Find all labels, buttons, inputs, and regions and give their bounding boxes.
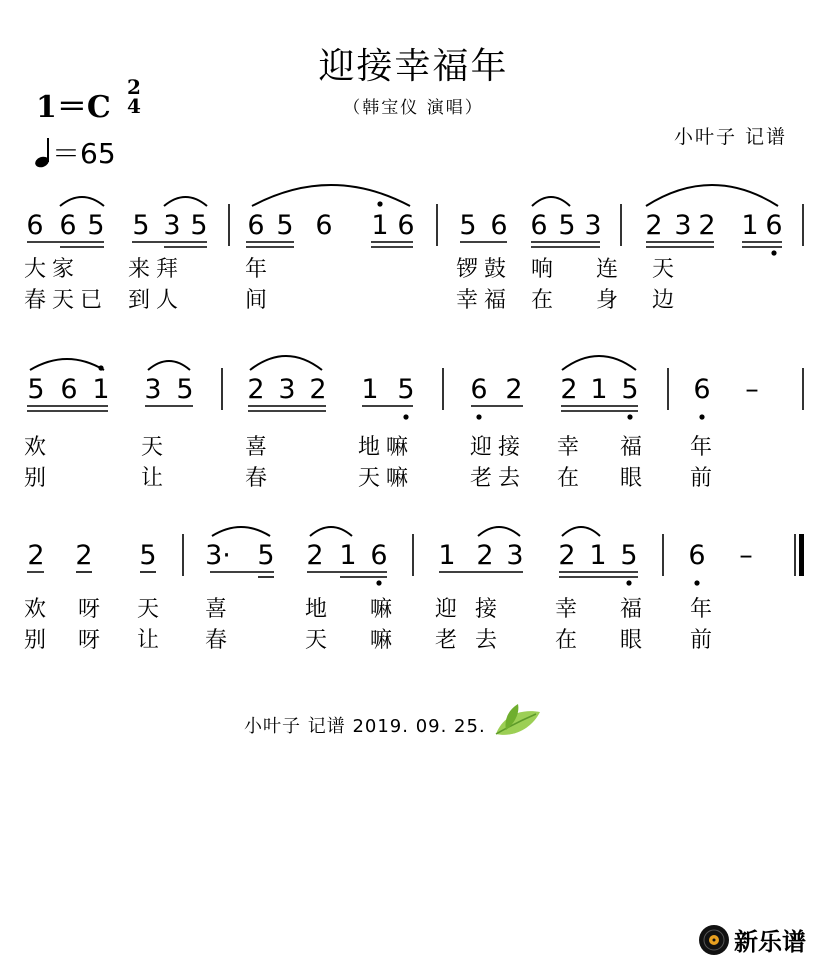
octave-dot-below <box>771 250 776 255</box>
lyric-syllable: 让 <box>141 466 170 491</box>
song-title: 迎接幸福年 <box>318 46 509 87</box>
singer-credit: （韩宝仪 演唱） <box>343 98 484 118</box>
brand-name: 新乐谱 <box>734 928 806 956</box>
slur <box>252 185 410 206</box>
jianpu-note: 5 <box>132 210 150 241</box>
lyric-syllable: 边 <box>652 288 681 313</box>
lyric-syllable: 天 <box>137 597 166 622</box>
jianpu-note: 3 <box>278 374 296 405</box>
key-signature: 1＝C <box>36 90 111 125</box>
time-numerator: 2 <box>127 75 141 99</box>
jianpu-note: 3 <box>163 210 181 241</box>
jianpu-note: 2 <box>247 374 265 405</box>
lyric-syllable: 在 <box>555 628 584 653</box>
octave-dot-below <box>627 414 632 419</box>
jianpu-note: 5 <box>397 374 415 405</box>
jianpu-note: 2 <box>75 540 93 571</box>
octave-dot-below <box>376 580 381 585</box>
vinyl-record-icon <box>698 924 730 956</box>
jianpu-note: 6 <box>315 210 333 241</box>
time-denominator: 4 <box>127 94 141 118</box>
lyric-syllable: 呀 <box>78 597 107 622</box>
slur <box>148 361 190 370</box>
slur <box>562 527 600 536</box>
jianpu-note: 1 <box>92 374 110 405</box>
lyric-syllable: 在 <box>531 288 560 313</box>
lyric-syllable: 呀 <box>78 628 107 653</box>
lyric-syllable: 福 <box>620 435 649 460</box>
lyric-syllable: 嘛 <box>370 597 399 622</box>
octave-dot-below <box>699 414 704 419</box>
octave-dot-below <box>694 580 699 585</box>
lyric-syllable: 让 <box>137 628 166 653</box>
jianpu-note: 5 <box>459 210 477 241</box>
jianpu-note: 6 <box>370 540 388 571</box>
lyric-syllable: 幸 <box>557 435 586 460</box>
lyric-syllable: 欢 <box>24 597 53 622</box>
slur <box>60 197 104 206</box>
jianpu-note: 1 <box>589 540 607 571</box>
slur <box>532 197 570 206</box>
jianpu-note: 5 <box>176 374 194 405</box>
lyric-syllable: 老去 <box>470 466 527 491</box>
slur <box>310 527 352 536</box>
lyric-syllable: 福 <box>620 597 649 622</box>
jianpu-note: 3 <box>584 210 602 241</box>
brand-logo <box>698 922 806 957</box>
jianpu-note: 5 <box>620 540 638 571</box>
lyric-syllable: 眼 <box>620 628 649 653</box>
jianpu-note: 6 <box>26 210 44 241</box>
jianpu-note: 6 <box>490 210 508 241</box>
jianpu-note: 6 <box>530 210 548 241</box>
tempo-value: ＝65 <box>52 137 116 170</box>
lyric-syllable: 到人 <box>128 288 185 313</box>
jianpu-note: 2 <box>27 540 45 571</box>
jianpu-note: 2 <box>560 374 578 405</box>
slur <box>562 356 636 370</box>
lyric-syllable: 接 <box>475 597 504 622</box>
lyric-syllable: 迎接 <box>470 435 527 460</box>
jianpu-note: 5 <box>190 210 208 241</box>
transcriber-credit: 小叶子 记谱 <box>674 126 788 148</box>
lyric-syllable: 喜 <box>245 435 274 460</box>
jianpu-note: 5 <box>87 210 105 241</box>
jianpu-note: – <box>745 374 759 405</box>
lyric-syllable: 间 <box>245 288 274 313</box>
slur <box>250 356 322 370</box>
jianpu-note: 6 <box>470 374 488 405</box>
jianpu-note: 3 <box>144 374 162 405</box>
lyric-syllable: 别 <box>24 466 53 491</box>
lyric-syllable: 天嘛 <box>358 466 415 491</box>
lyric-syllable: 去 <box>475 628 504 653</box>
jianpu-note: 6 <box>59 210 77 241</box>
jianpu-note: 6 <box>247 210 265 241</box>
jianpu-note: 3· <box>205 540 231 571</box>
jianpu-note: – <box>739 540 753 571</box>
jianpu-note: 3 <box>506 540 524 571</box>
slur <box>478 527 520 536</box>
lyric-syllable: 响 <box>531 257 560 282</box>
jianpu-note: 5 <box>276 210 294 241</box>
lyric-syllable: 嘛 <box>370 628 399 653</box>
lyric-syllable: 身 <box>596 288 625 313</box>
final-barline <box>799 534 804 576</box>
lyric-syllable: 锣鼓 <box>456 257 513 282</box>
jianpu-note: 5 <box>621 374 639 405</box>
slur <box>30 359 104 370</box>
lyric-syllable: 前 <box>690 466 719 491</box>
slur <box>212 527 270 536</box>
jianpu-note: 2 <box>558 540 576 571</box>
jianpu-note: 6 <box>688 540 706 571</box>
lyric-syllable: 幸 <box>555 597 584 622</box>
jianpu-note: 1 <box>741 210 759 241</box>
lyric-syllable: 天 <box>141 435 170 460</box>
lyric-syllable: 别 <box>24 628 53 653</box>
lyric-syllable: 老 <box>435 628 464 653</box>
octave-dot-below <box>476 414 481 419</box>
lyric-syllable: 来拜 <box>128 257 185 282</box>
lyric-syllable: 春 <box>205 628 234 653</box>
lyric-syllable: 天 <box>305 628 334 653</box>
octave-dot-above <box>377 201 382 206</box>
lyric-syllable: 年 <box>690 435 719 460</box>
lyric-syllable: 年 <box>690 597 719 622</box>
slur <box>646 185 778 206</box>
jianpu-note: 2 <box>698 210 716 241</box>
jianpu-note: 1 <box>371 210 389 241</box>
jianpu-note: 2 <box>476 540 494 571</box>
lyric-syllable: 迎 <box>435 597 464 622</box>
jianpu-note: 5 <box>558 210 576 241</box>
jianpu-note: 6 <box>765 210 783 241</box>
lyric-syllable: 在 <box>557 466 586 491</box>
jianpu-note: 6 <box>693 374 711 405</box>
lyric-syllable: 大家 <box>24 257 81 282</box>
jianpu-note: 2 <box>309 374 327 405</box>
octave-dot-below <box>626 580 631 585</box>
leaf-icon <box>492 700 544 740</box>
jianpu-note: 5 <box>257 540 275 571</box>
lyric-syllable: 春 <box>245 466 274 491</box>
lyric-syllable: 眼 <box>620 466 649 491</box>
lyric-syllable: 地嘛 <box>358 435 415 460</box>
lyric-syllable: 年 <box>245 257 274 282</box>
footer-credit: 小叶子 记谱 2019. 09. 25. <box>244 716 486 737</box>
lyric-syllable: 幸福 <box>456 288 513 313</box>
lyric-syllable: 地 <box>305 597 334 622</box>
jianpu-note: 3 <box>674 210 692 241</box>
jianpu-note: 1 <box>361 374 379 405</box>
jianpu-note: 2 <box>505 374 523 405</box>
lyric-syllable: 春天已 <box>24 288 109 313</box>
lyric-syllable: 前 <box>690 628 719 653</box>
jianpu-note: 1 <box>438 540 456 571</box>
jianpu-note: 2 <box>645 210 663 241</box>
jianpu-note: 5 <box>139 540 157 571</box>
jianpu-note: 1 <box>339 540 357 571</box>
lyric-syllable: 天 <box>652 257 681 282</box>
jianpu-note: 1 <box>590 374 608 405</box>
lyric-syllable: 欢 <box>24 435 53 460</box>
jianpu-note: 6 <box>60 374 78 405</box>
jianpu-note: 6 <box>397 210 415 241</box>
jianpu-note: 2 <box>306 540 324 571</box>
jianpu-note: 5 <box>27 374 45 405</box>
octave-dot-below <box>403 414 408 419</box>
lyric-syllable: 连 <box>596 257 625 282</box>
lyric-syllable: 喜 <box>205 597 234 622</box>
slur <box>164 197 207 206</box>
